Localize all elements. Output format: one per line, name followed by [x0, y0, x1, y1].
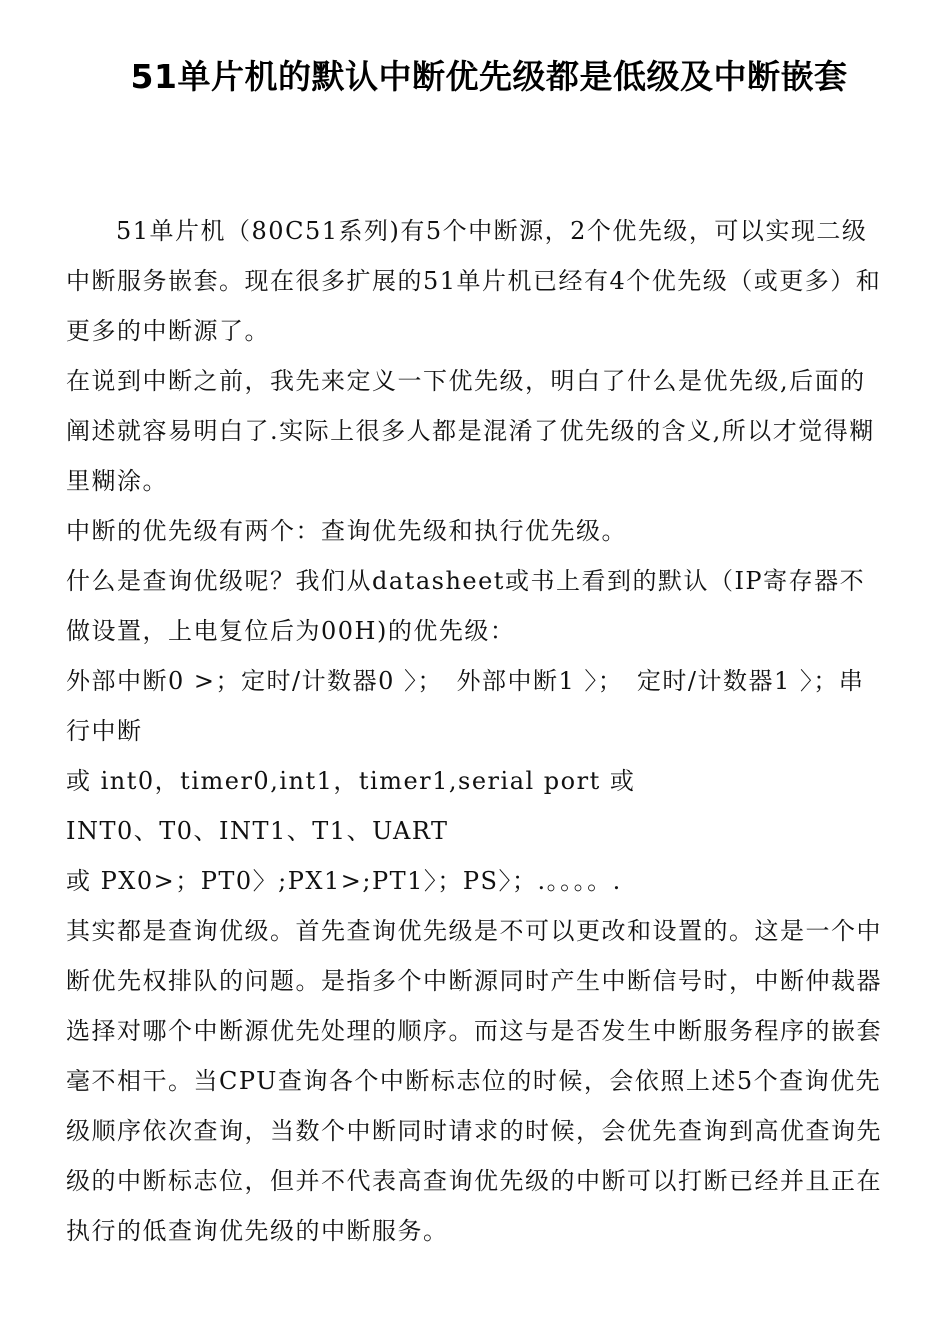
paragraph-priority-definition: 在说到中断之前，我先来定义一下优先级，明白了什么是优先级,后面的阐述就容易明白了.实际上很多人都是混淆了优先级的含义,所以才觉得糊里糊涂。: [66, 367, 875, 495]
paragraph-explanation: 其实都是查询优级。首先查询优先级是不可以更改和设置的。这是一个中断优先权排队的问题。是指多个中断源同时产生中断信号时，中断仲裁器选择对哪个中断源优先处理的顺序。而这与是否发生中断服务程序的嵌套毫不相干。当CPU查询各个中断标志位的时候，会依照上述5个查询优先级顺序依次查询，当数个中断同时请求的时候，会优先查询到高优查询先级的中断标志位，但并不代表高查询优先级的中断可以打断已经并且正在执行的低查询优先级的中断服务。: [66, 917, 882, 1245]
paragraph-query-priority: 什么是查询优级呢？我们从datasheet或书上看到的默认（IP寄存器不做设置，上电复位后为00H)的优先级：: [66, 567, 866, 645]
paragraph-priority-order: 外部中断0 >；定时/计数器0 〉； 外部中断1 〉； 定时/计数器1 〉；串行中断: [66, 667, 865, 745]
paragraph-order-english: 或 int0，timer0,int1，timer1,serial port 或: [66, 767, 636, 795]
paragraph-two-priorities: 中断的优先级有两个：查询优先级和执行优先级。: [66, 517, 627, 545]
paragraph-order-bits: 或 PX0>；PT0〉;PX1>;PT1〉；PS〉；.。。。。.: [66, 867, 622, 895]
paragraph-order-abbrev: INT0、T0、INT1、T1、UART: [66, 817, 449, 845]
document-title: 51单片机的默认中断优先级都是低级及中断嵌套: [130, 57, 848, 96]
paragraph-intro: 51单片机（80C51系列)有5个中断源，2个优先级，可以实现二级中断服务嵌套。现在很多扩展的51单片机已经有4个优先级（或更多）和更多的中断源了。: [66, 217, 882, 345]
document-body: [66, 206, 886, 1256]
